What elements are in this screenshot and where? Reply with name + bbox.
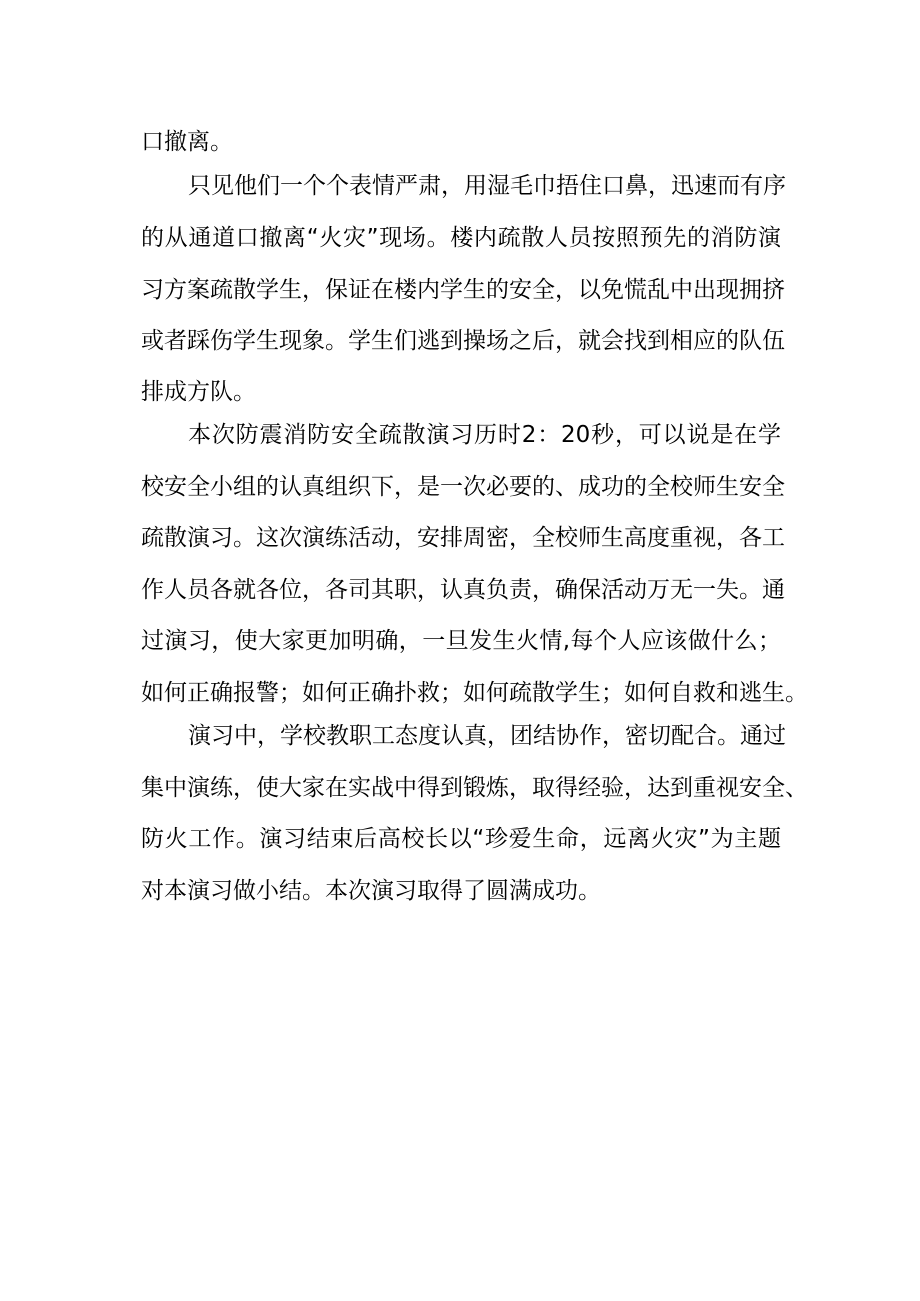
- paragraph-1-line-5: 排成方队。: [141, 379, 256, 405]
- paragraph-1-line-2: 的从通道口撤离“火灾”现场。楼内疏散人员按照预先的消防演: [141, 225, 781, 251]
- paragraph-2-line-6: 如何正确报警；如何正确扑救；如何疏散学生；如何自救和逃生。: [141, 680, 808, 706]
- paragraph-3-line-4: 对本演习做小结。本次演习取得了圆满成功。: [141, 878, 601, 904]
- paragraph-2-line-4: 作人员各就各位，各司其职，认真负责，确保活动万无一失。通: [141, 577, 785, 603]
- paragraph-0-line-1: 口撤离。: [141, 129, 233, 155]
- paragraph-3-line-2: 集中演练，使大家在实战中得到锻炼，取得经验，达到重视安全、: [141, 775, 808, 801]
- paragraph-2-line-2: 校安全小组的认真组织下，是一次必要的、成功的全校师生安全: [141, 474, 785, 500]
- paragraph-1-line-3: 习方案疏散学生，保证在楼内学生的安全，以免慌乱中出现拥挤: [141, 277, 785, 303]
- paragraph-1-line-4: 或者踩伤学生现象。学生们逃到操场之后，就会找到相应的队伍: [141, 328, 785, 354]
- paragraph-1-line-1: 只见他们一个个表情严肃，用湿毛巾捂住口鼻，迅速而有序: [188, 173, 786, 199]
- paragraph-2-line-3: 疏散演习。这次演练活动，安排周密，全校师生高度重视，各工: [141, 525, 785, 551]
- paragraph-2-line-1: 本次防震消防安全疏散演习历时2：20秒，可以说是在学: [188, 422, 781, 448]
- paragraph-3-line-1: 演习中，学校教职工态度认真，团结协作，密切配合。通过: [188, 723, 786, 749]
- paragraph-3-line-3: 防火工作。演习结束后高校长以“珍爱生命，远离火灾”为主题: [141, 826, 781, 852]
- paragraph-2-line-5: 过演习，使大家更加明确，一旦发生火情,每个人应该做什么；: [141, 628, 781, 654]
